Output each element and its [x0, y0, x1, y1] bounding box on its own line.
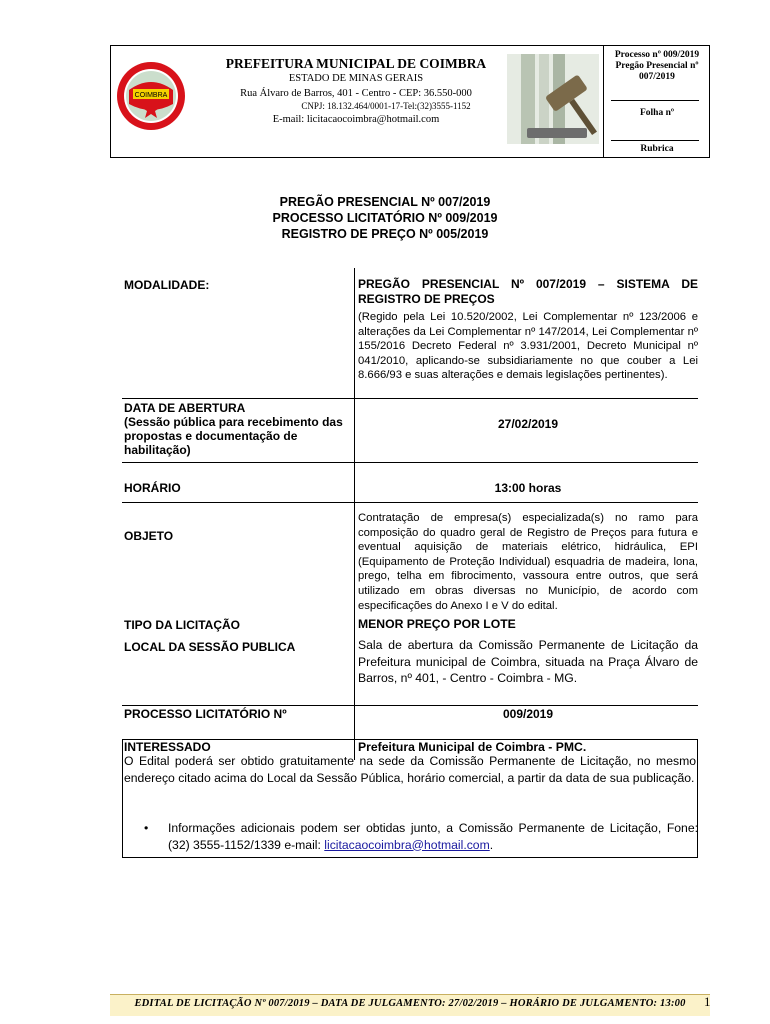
title-pregao: PREGÃO PRESENCIAL Nº 007/2019 [279, 195, 491, 209]
pregao-number: 007/2019 [639, 72, 675, 82]
folha-label: Folha nº [639, 108, 675, 118]
svg-text:COIMBRA: COIMBRA [134, 92, 168, 99]
email-line: E-mail: licitacaocoimbra@hotmail.com [272, 114, 440, 125]
header-divider [603, 46, 604, 157]
column-divider [354, 268, 355, 398]
column-divider [354, 462, 355, 502]
modalidade-note: (Regido pela Lei 10.520/2002, Lei Complementar nº 123/2006 e alterações da Lei Complementar nº 147/2014, Lei Complementar nº 155/2016 Decreto Federal nº 3.931/2001, Decreto Municipal nº 041/2010, aplicando-se subsidiariamente no que couber a Lei 8.666/93 e suas alterações e demais legislações pertinentes). [358, 311, 698, 382]
cnpj-line: CNPJ: 18.132.464/0001-17-Tel:(32)3555-1152 [301, 101, 471, 111]
footer-text: EDITAL DE LICITAÇÃO Nº 007/2019 – DATA DE JULGAMENTO: 27/02/2019 – HORÁRIO DE JULGAMENTO: 13:00 [134, 998, 686, 1009]
row-divider [122, 398, 698, 399]
folha-rule [611, 100, 699, 101]
horario-label: HORÁRIO [124, 481, 181, 495]
rubrica-label: Rubrica [640, 144, 674, 154]
coat-of-arms-logo [115, 60, 187, 132]
bullet-icon: • [144, 821, 149, 835]
local-value: Sala de abertura da Comissão Permanente de Licitação da Prefeitura municipal de Coimbra, situada na Praça Álvaro de Barros, nº 401, - Centro - Coimbra - MG. [358, 638, 698, 686]
interessado-label: INTERESSADO [124, 740, 211, 754]
data-abertura-value: 27/02/2019 [497, 417, 559, 431]
address-line: Rua Álvaro de Barros, 401 - Centro - CEP: 36.550-000 [240, 88, 472, 99]
title-processo: PROCESSO LICITATÓRIO Nº 009/2019 [272, 211, 498, 225]
interessado-value: Prefeitura Municipal de Coimbra - PMC. [358, 740, 587, 754]
row-divider [122, 462, 698, 463]
additional-info-text: Informações adicionais podem ser obtidas junto, a Comissão Permanente de Licitação, Fone: (32) 3555-1152/1339 e-mail: licitacaocoimbra@hotmail.com. [168, 821, 698, 852]
column-divider [354, 502, 355, 760]
rubrica-rule [611, 140, 699, 141]
contact-email-link[interactable]: licitacaocoimbra@hotmail.com [324, 837, 490, 852]
processo-value: 009/2019 [502, 707, 554, 721]
processo-number: Processo nº 009/2019 [614, 50, 700, 60]
edital-summary-table [122, 268, 698, 858]
local-label: LOCAL DA SESSÃO PUBLICA [124, 640, 296, 654]
page-footer [110, 994, 710, 1016]
objeto-label: OBJETO [124, 529, 174, 543]
data-abertura-label: DATA DE ABERTURA (Sessão pública para recebimento das propostas e documentação de habilitação) [124, 401, 343, 457]
modalidade-label: MODALIDADE: [124, 278, 210, 292]
page-number: 1 [704, 994, 711, 1009]
tipo-label: TIPO DA LICITAÇÃO [124, 618, 240, 632]
modalidade-value: PREGÃO PRESENCIAL Nº 007/2019 – SISTEMA DE REGISTRO DE PREÇOS [358, 277, 698, 306]
gavel-icon [507, 54, 599, 144]
document-header [110, 45, 710, 158]
title-registro: REGISTRO DE PREÇO Nº 005/2019 [281, 227, 489, 241]
data-abertura-sublabel: (Sessão pública para recebimento das propostas e documentação de habilitação) [124, 415, 343, 457]
prefeitura-title: PREFEITURA MUNICIPAL DE COIMBRA [225, 56, 487, 71]
row-divider [122, 705, 698, 706]
table-bottom-border [122, 857, 698, 858]
processo-label: PROCESSO LICITATÓRIO Nº [124, 707, 287, 721]
objeto-value: Contratação de empresa(s) especializada(s) no ramo para composição do quadro geral de Registro de Preços para futura e eventual aquisição de materiais elétrico, hidráulica, EPI (Equipamento de Proteção Individual) esquadria de madeira, lona, prego, telha em fibrocimento, vassoura entre outros, que será utilizado em obras diversas no Município, de acordo com especificações do Anexo I e V do edital. [358, 512, 698, 612]
edital-availability-text: O Edital poderá ser obtido gratuitamente na sede da Comissão Permanente de Licitação, no mesmo endereço citado acima do Local da Sessão Pública, horário comercial, a partir da data de sua publicação. [124, 754, 696, 785]
pregao-label: Pregão Presencial nº [615, 61, 699, 71]
column-divider [354, 398, 355, 462]
row-divider [122, 502, 698, 503]
horario-value: 13:00 horas [494, 481, 562, 495]
table-left-border [122, 739, 123, 858]
state-name: ESTADO DE MINAS GERAIS [288, 73, 424, 84]
tipo-value: MENOR PREÇO POR LOTE [358, 617, 516, 631]
